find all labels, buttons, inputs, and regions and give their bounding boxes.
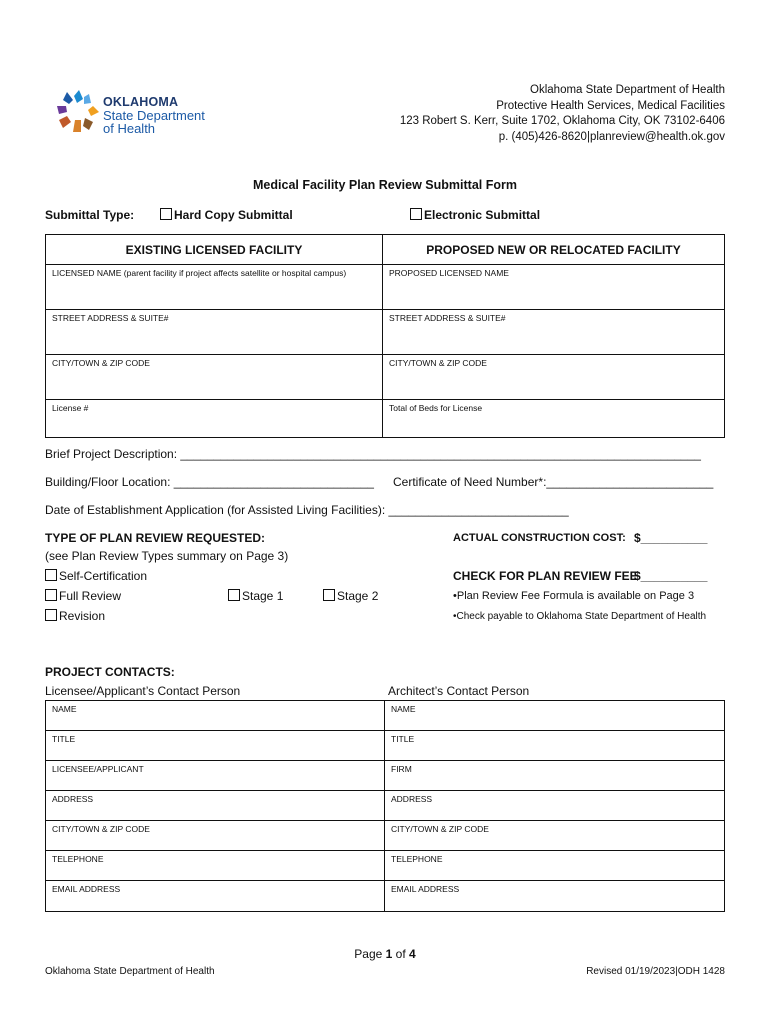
self-cert-checkbox[interactable] [45,569,57,581]
proposed-city-field[interactable]: CITY/TOWN & ZIP CODE [383,355,725,400]
licensee-address-field[interactable]: ADDRESS [46,791,385,821]
page-number: 1 [385,947,393,961]
plan-review-heading: TYPE OF PLAN REVIEW REQUESTED: [45,531,266,545]
architect-email-field[interactable]: EMAIL ADDRESS [385,881,725,912]
license-number-field[interactable]: License # [46,400,383,438]
page-prefix: Page [354,947,386,961]
plan-review-note: (see Plan Review Types summary on Page 3) [45,549,289,563]
full-review-label: Full Review [59,589,122,603]
licensee-city-field[interactable]: CITY/TOWN & ZIP CODE [46,821,385,851]
check-fee-field[interactable]: $__________ [634,569,708,583]
proposed-licensed-name-field[interactable]: PROPOSED LICENSED NAME [383,265,725,310]
hard-copy-checkbox[interactable] [160,208,172,220]
page-of: of [392,947,410,961]
form-title: Medical Facility Plan Review Submittal Form [253,178,517,192]
self-cert-option[interactable] [45,569,147,583]
building-floor-field[interactable]: Building/Floor Location: ______________________________ [45,475,374,489]
proposed-street-field[interactable]: STREET ADDRESS & SUITE# [383,310,725,355]
header-line: p. (405)426-8620|planreview@health.ok.gov [498,130,725,143]
licensee-title-field[interactable]: TITLE [46,731,385,761]
osdh-logo [55,90,215,138]
footer-right: Revised 01/19/2023|ODH 1428 [586,966,725,977]
check-fee-label: CHECK FOR PLAN REVIEW FEE [453,569,638,583]
construction-cost-field[interactable]: $__________ [634,531,708,545]
date-establishment-field[interactable]: Date of Establishment Application (for Assisted Living Facilities): ___________________________ [45,503,569,517]
full-review-option[interactable] [45,589,121,603]
brief-description-field[interactable]: Brief Project Description: ______________________________________________________________________________ [45,447,701,461]
electronic-checkbox[interactable] [410,208,422,220]
existing-header: EXISTING LICENSED FACILITY [46,235,383,265]
header-line: Protective Health Services, Medical Facilities [496,99,725,112]
header-line: 123 Robert S. Kerr, Suite 1702, Oklahoma City, OK 73102-6406 [399,115,725,128]
licensee-email-field[interactable]: EMAIL ADDRESS [46,881,385,912]
licensee-telephone-field[interactable]: TELEPHONE [46,851,385,881]
architect-title-field[interactable]: TITLE [385,731,725,761]
contacts-heading: PROJECT CONTACTS: [45,665,175,679]
contacts-table [45,700,725,912]
osdh-logo-icon [55,90,101,136]
existing-city-field[interactable]: CITY/TOWN & ZIP CODE [46,355,383,400]
hard-copy-label: Hard Copy Submittal [174,208,293,222]
facility-table [45,234,725,438]
hard-copy-option[interactable] [160,208,293,222]
stage1-checkbox[interactable] [228,589,240,601]
revision-option[interactable] [45,609,105,623]
licensee-applicant-field[interactable]: LICENSEE/APPLICANT [46,761,385,791]
stage1-label: Stage 1 [242,589,284,603]
total-beds-field[interactable]: Total of Beds for License [383,400,725,438]
architect-address-field[interactable]: ADDRESS [385,791,725,821]
page-total: 4 [409,947,416,961]
full-review-checkbox[interactable] [45,589,57,601]
architect-firm-field[interactable]: FIRM [385,761,725,791]
construction-cost-label: ACTUAL CONSTRUCTION COST: [453,532,626,544]
electronic-label: Electronic Submittal [424,208,541,222]
proposed-header: PROPOSED NEW OR RELOCATED FACILITY [383,235,725,265]
submittal-type-label: Submittal Type: [45,208,135,222]
logo-line-2: State Department [103,108,205,123]
logo-line-1: OKLAHOMA [103,95,179,109]
header-line: Oklahoma State Department of Health [530,84,725,96]
stage2-option[interactable] [323,589,378,603]
page-indicator [0,947,770,961]
revision-label: Revision [59,609,106,623]
licensee-name-field[interactable]: NAME [46,701,385,731]
stage2-label: Stage 2 [337,589,379,603]
self-cert-label: Self-Certification [59,569,148,583]
header-address [400,83,725,145]
logo-line-3: of Health [103,121,156,136]
fee-note-2: •Check payable to Oklahoma State Department of Health [453,611,707,622]
stage2-checkbox[interactable] [323,589,335,601]
electronic-option[interactable] [410,208,540,222]
fee-note-1: •Plan Review Fee Formula is available on Page 3 [453,590,695,602]
architect-telephone-field[interactable]: TELEPHONE [385,851,725,881]
revision-checkbox[interactable] [45,609,57,621]
certificate-need-field[interactable]: Certificate of Need Number*:_________________________ [393,475,714,489]
architect-name-field[interactable]: NAME [385,701,725,731]
footer-left: Oklahoma State Department of Health [45,966,215,977]
architect-contact-label: Architect’s Contact Person [388,684,530,698]
stage1-option[interactable] [228,589,283,603]
architect-city-field[interactable]: CITY/TOWN & ZIP CODE [385,821,725,851]
existing-street-field[interactable]: STREET ADDRESS & SUITE# [46,310,383,355]
licensee-contact-label: Licensee/Applicant’s Contact Person [45,684,241,698]
existing-licensed-name-field[interactable]: LICENSED NAME (parent facility if project affects satellite or hospital campus) [46,265,383,310]
